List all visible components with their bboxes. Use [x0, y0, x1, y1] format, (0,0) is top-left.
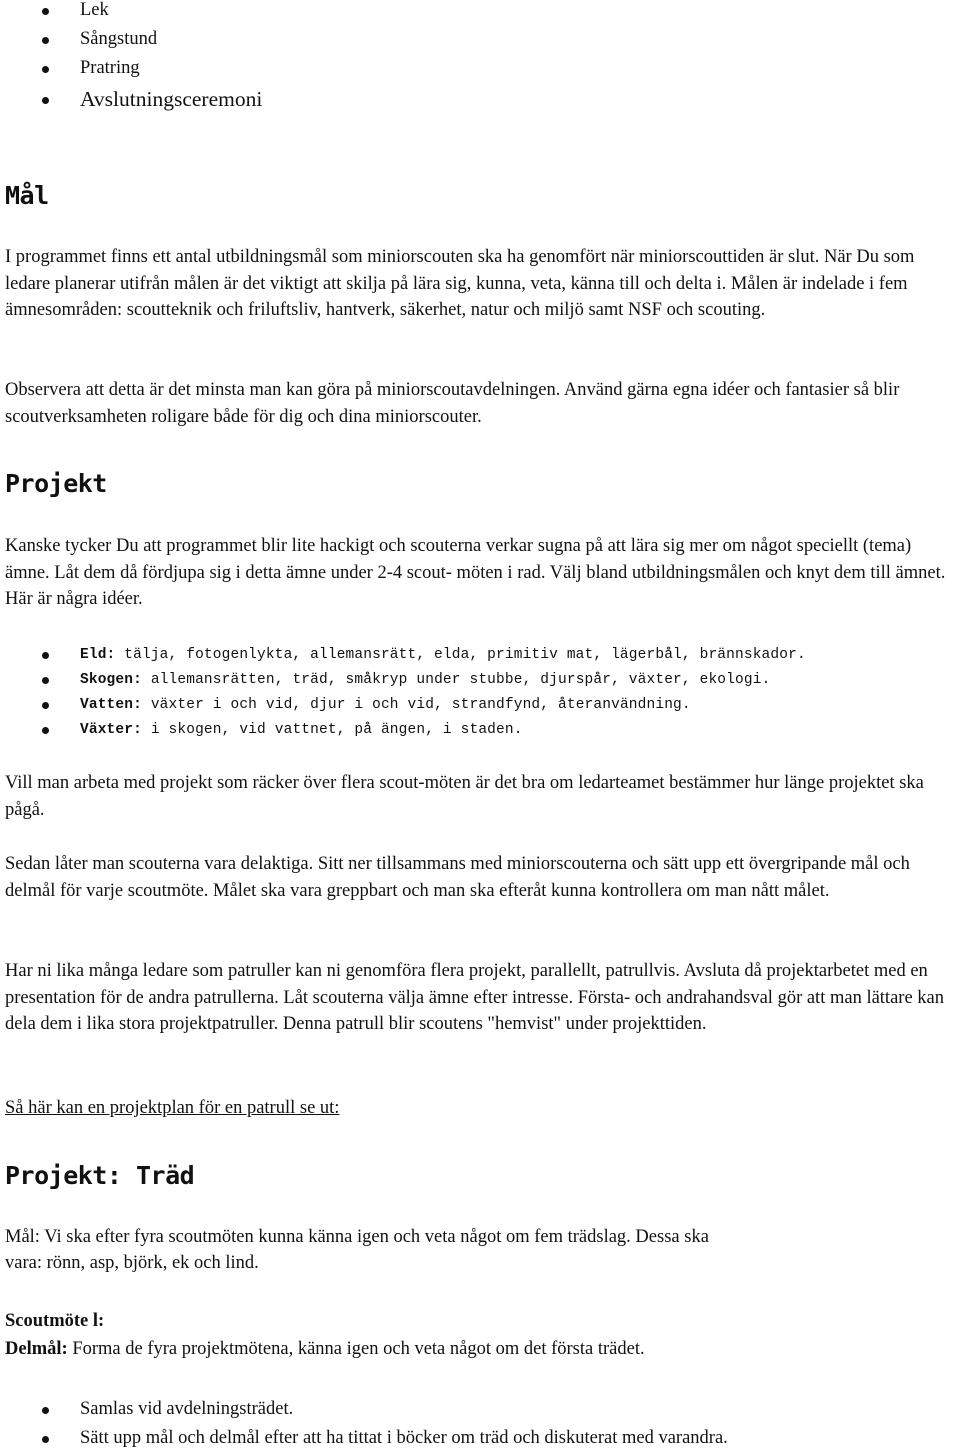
goal-line: Mål: Vi ska efter fyra scoutmöten kunna känna igen och veta något om fem trädslag. Dessa ska: [5, 1227, 709, 1247]
list-item: [5, 0, 955, 27]
delmal-label: Delmål:: [5, 1339, 68, 1359]
idea-term: Vatten:: [80, 697, 142, 713]
list-item: [5, 85, 955, 114]
section-heading-mal: Mål: [5, 181, 49, 210]
list-item: [5, 718, 955, 743]
list-item-text: Pratring: [80, 58, 140, 78]
idea-text: allemansrätten, träd, småkryp under stubbe, djurspår, växter, ekologi.: [141, 672, 771, 688]
idea-term: Växter:: [80, 722, 142, 738]
meeting-title: Scoutmöte l:: [5, 1311, 105, 1331]
meeting-steps-list: [5, 1396, 955, 1454]
idea-text: växter i och vid, djur i och vid, strandfynd, återanvändning.: [141, 697, 691, 713]
list-item-text: Sätt upp mål och delmål efter att ha tittat i böcker om träd och diskuterat med varandra.: [80, 1428, 728, 1448]
paragraph-mal-intro: I programmet finns ett antal utbildningsmål som miniorscouten ska ha genomfört när miniorscouttiden är slut. När Du som ledare planerar utifrån målen är det viktigt att skilja på lära sig, kunna, veta, känna till och delta i. Målen är indelade i fem ämnesområden: scoutteknik och friluftsliv, hantverk, säkerhet, natur och miljö samt NSF och scouting.: [5, 247, 915, 320]
list-item: [5, 643, 955, 668]
section-heading-projekt: Projekt: [5, 469, 107, 498]
goal-line: vara: rönn, asp, björk, ek och lind.: [5, 1253, 259, 1273]
projektplan-caption: Så här kan en projektplan för en patrull se ut:: [5, 1098, 340, 1118]
list-item-text: Avslutningsceremoni: [80, 87, 263, 111]
project-ideas-list: [5, 643, 955, 743]
list-item: [5, 1425, 955, 1454]
activity-list: [5, 0, 955, 114]
idea-text: tälja, fotogenlykta, allemansrätt, elda, primitiv mat, lägerbål, brännskador.: [115, 647, 806, 663]
list-item: [5, 27, 955, 56]
list-item-text: Samlas vid avdelningsträdet.: [80, 1399, 294, 1419]
list-item: [5, 1396, 955, 1425]
delmal-text: Forma de fyra projektmötena, känna igen och veta något om det första trädet.: [67, 1339, 645, 1359]
paragraph-projekt-intro: Kanske tycker Du att programmet blir lite hackigt och scouterna verkar sugna på att lära sig mer om något speciellt (tema) ämne. Låt dem då fördjupa sig i detta ämne under 2-4 scout- möten i rad. Välj bland utbildningsmålen och knyt dem till ämnet. Här är några idéer.: [5, 536, 946, 609]
idea-term: Skogen:: [80, 672, 142, 688]
list-item-text: Lek: [80, 0, 109, 20]
paragraph-projekt-ledare: Har ni lika många ledare som patruller kan ni genomföra flera projekt, parallellt, patrullvis. Avsluta då projektarbetet med en presentation för de andra patrullerna. Låt scouterna välja ämne efter intresse. Första- och andrahandsval gör att man lättare kan dela dem i lika stora projektpatruller. Denna patrull blir scoutens "hemvist" under projekttiden.: [5, 961, 944, 1034]
paragraph-projekt-langd: Vill man arbeta med projekt som räcker över flera scout-möten är det bra om ledarteamet bestämmer hur länge projektet ska pågå.: [5, 773, 924, 820]
paragraph-mal-observera: Observera att detta är det minsta man kan göra på miniorscoutavdelningen. Använd gärna egna idéer och fantasier så blir scoutverksamheten roligare både för dig och dina miniorscouter.: [5, 380, 900, 427]
list-item-text: Sångstund: [80, 29, 158, 49]
list-item: [5, 668, 955, 693]
idea-term: Eld:: [80, 647, 116, 663]
list-item: [5, 693, 955, 718]
idea-text: i skogen, vid vattnet, på ängen, i staden.: [141, 722, 523, 738]
delmal-line: [5, 1336, 955, 1363]
paragraph-projekt-delaktiga: Sedan låter man scouterna vara delaktiga. Sitt ner tillsammans med miniorscouterna och sätt upp ett övergripande mål och delmål för varje scoutmöte. Målet ska vara greppbart och man ska efteråt kunna kontrollera om man nått målet.: [5, 854, 910, 901]
section-heading-projekt-trad: Projekt: Träd: [5, 1161, 195, 1190]
list-item: [5, 56, 955, 85]
